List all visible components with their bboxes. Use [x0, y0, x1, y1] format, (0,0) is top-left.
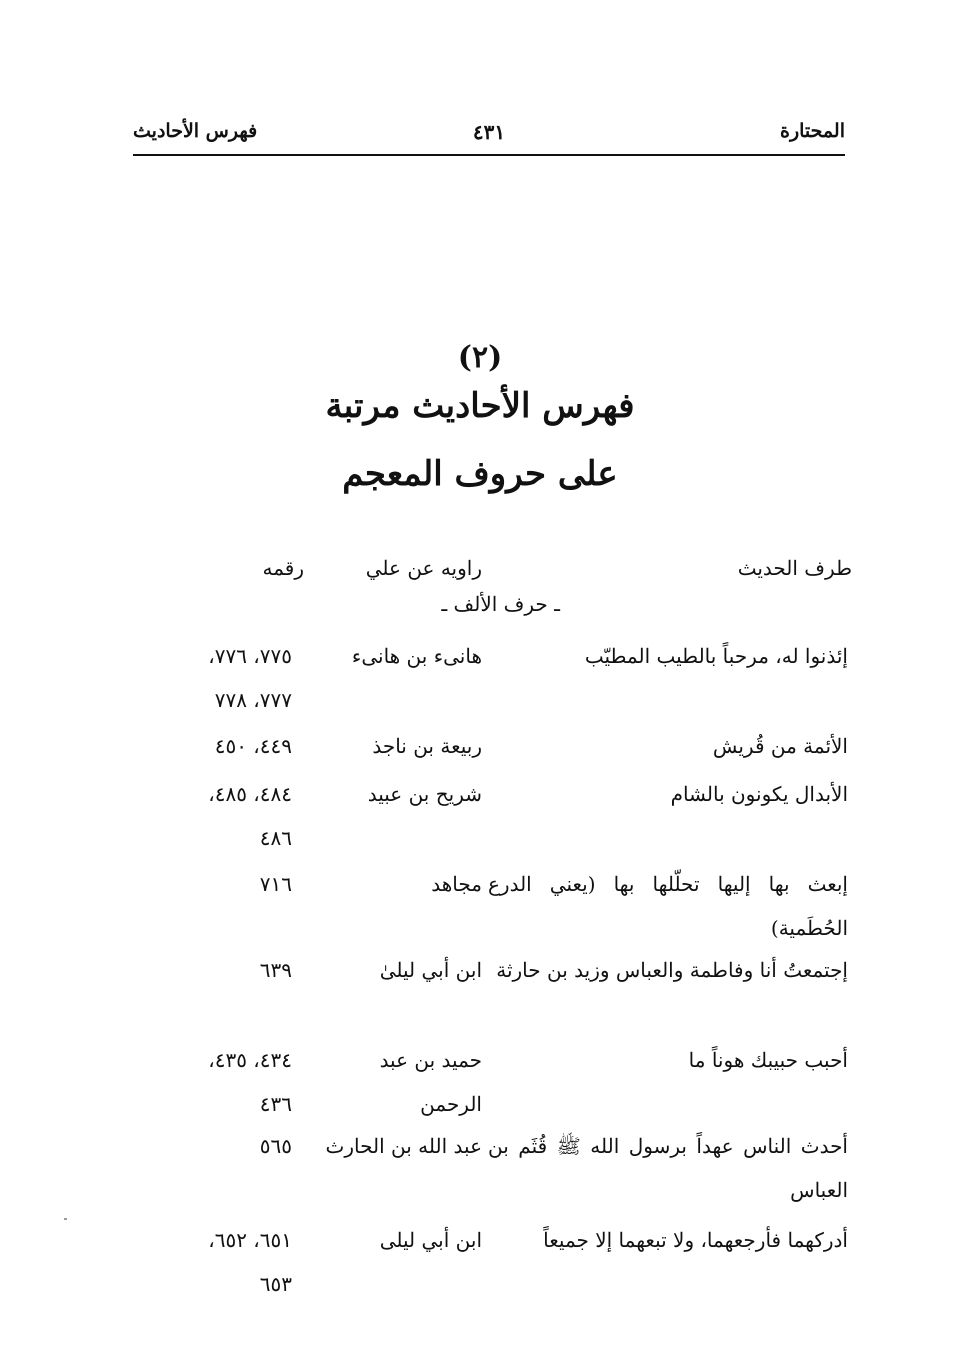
page-number: ٤٣١ [472, 120, 506, 144]
narrator: ربيعة بن ناجذ [372, 734, 482, 758]
narrator: مجاهد [431, 872, 482, 896]
book-title: المحتارة [780, 120, 845, 142]
running-header [133, 112, 845, 156]
section-number: (٢) [457, 340, 503, 375]
narrator: ابن أبي ليلىٰ [379, 958, 482, 982]
hadith-text: الأئمة من قُريش [712, 734, 848, 758]
index-subtitle: على حروف المعجم [342, 454, 618, 494]
narrator: عبد الله بن الحارث [325, 1134, 482, 1158]
hadith-text: أحبب حبيبك هوناً ما [688, 1048, 848, 1072]
hadith-text: أحدث الناس عهداً برسول الله ﷺ قُثَم بن العباس [488, 1134, 848, 1202]
hadith-number: ٦٣٩ [259, 958, 292, 982]
narrator: شريح بن عبيد [367, 782, 482, 806]
hadith-number: ٥٦٥ [259, 1134, 292, 1158]
hadith-number: ٤٤٩، ٤٥٠ [214, 734, 292, 758]
hadith-number: ٧١٦ [259, 872, 292, 896]
hadith-text: إجتمعتُ أنا وفاطمة والعباس وزيد بن حارثة [496, 958, 848, 982]
column-header-hadith: طرف الحديث [737, 556, 852, 580]
section-title: فهرس الأحاديث [133, 120, 258, 142]
narrator: حميد بن عبد الرحمن [379, 1048, 482, 1116]
letter-heading: ـ حرف الألف ـ [441, 592, 560, 616]
hadith-text: إبعث بها إليها تحلّلها بها (يعني الدرع الحُطَمية) [488, 872, 848, 940]
scan-speck [64, 1218, 67, 1220]
narrator: ابن أبي ليلى [379, 1228, 482, 1252]
hadith-number: ٦٥١، ٦٥٢، ٦٥٣ [208, 1228, 292, 1296]
column-header-number: رقمه [262, 556, 304, 580]
header-rule [133, 154, 845, 156]
hadith-number: ٧٧٥، ٧٧٦، ٧٧٧، ٧٧٨ [208, 644, 292, 712]
hadith-text: إئذنوا له، مرحباً بالطيب المطيّب [584, 644, 848, 668]
hadith-text: أدركهما فأرجعهما، ولا تبعهما إلا جميعاً [543, 1228, 848, 1252]
hadith-number: ٤٨٤، ٤٨٥، ٤٨٦ [208, 782, 292, 850]
hadith-text: الأبدال يكونون بالشام [670, 782, 848, 806]
index-title: فهرس الأحاديث مرتبة [325, 386, 635, 426]
column-header-narrator: راويه عن علي [365, 556, 482, 580]
narrator: هانىء بن هانىء [351, 644, 482, 668]
hadith-number: ٤٣٤، ٤٣٥، ٤٣٦ [208, 1048, 292, 1116]
